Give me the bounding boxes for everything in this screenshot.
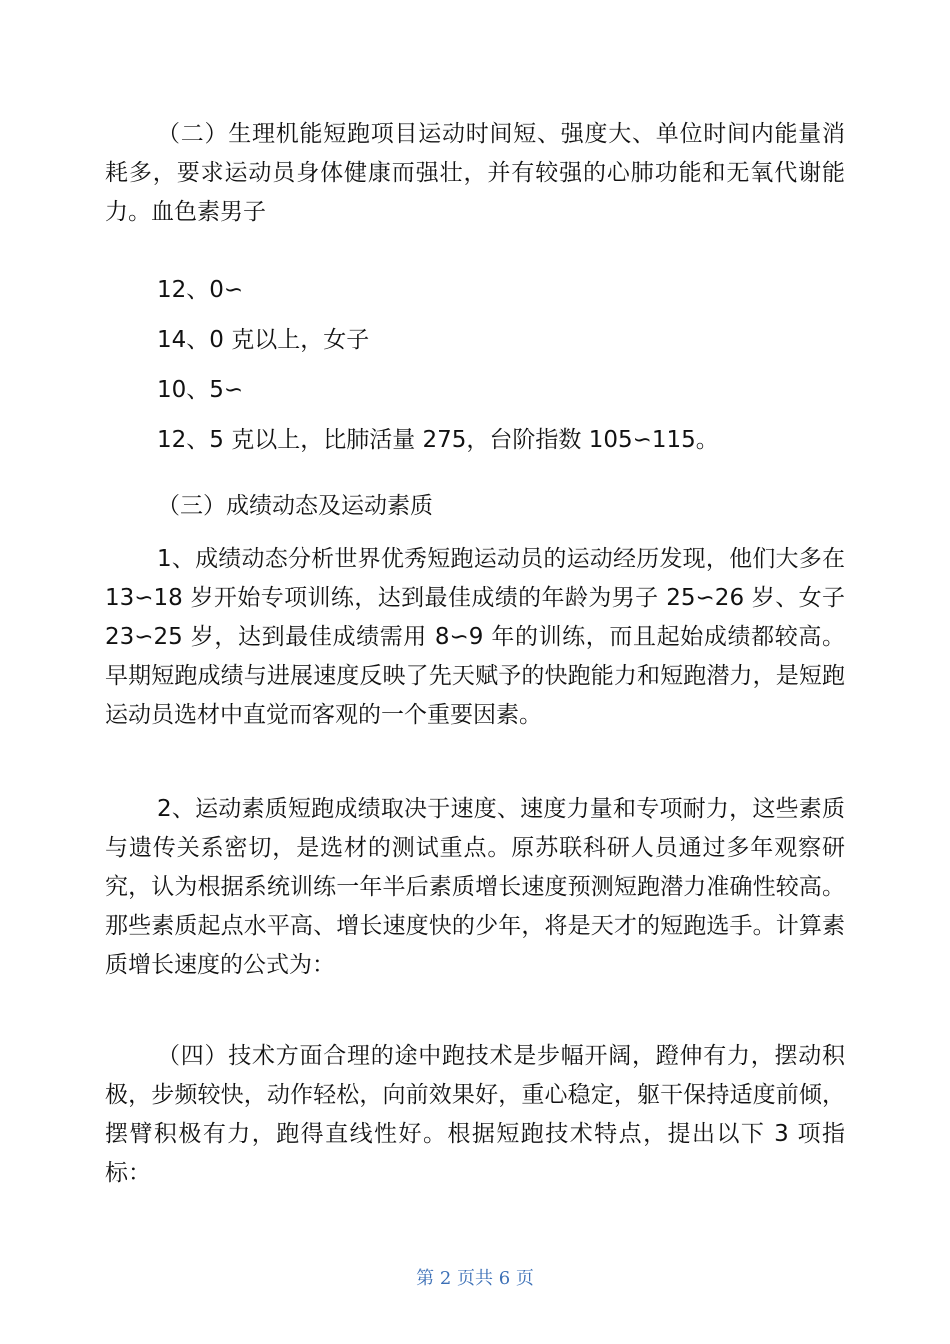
hemoglobin-line-1: 12、0∽ bbox=[157, 277, 244, 303]
hemoglobin-line-2: 14、0 克以上，女子 bbox=[157, 327, 370, 353]
page-footer: 第 2 页共 6 页 bbox=[416, 1268, 534, 1289]
hemoglobin-line-3: 10、5∽ bbox=[157, 377, 244, 403]
paragraph-technique: （四）技术方面合理的途中跑技术是步幅开阔，蹬伸有力，摆动积极，步频较快，动作轻松，向前效果好，重心稳定，躯干保持适度前倾，摆臂积极有力，跑得直线性好。根据短跑技术特点，提出以下 3 项指标： bbox=[105, 1043, 845, 1186]
hemoglobin-line-4: 12、5 克以上，比肺活量 275，台阶指数 105∽115。 bbox=[157, 427, 719, 453]
paragraph-performance-dynamics: 1、成绩动态分析世界优秀短跑运动员的运动经历发现，他们大多在 13∽18 岁开始专项训练，达到最佳成绩的年龄为男子 25∽26 岁、女子 23∽25 岁，达到最佳成绩需用 8∽9 年的训练，而且起始成绩都较高。早期短跑成绩与进展速度反映了先天赋予的快跑能力和短跑潜力，是短跑运动员选材中直觉而客观的一个重要因素。 bbox=[105, 546, 845, 728]
paragraph-motor-qualities: 2、运动素质短跑成绩取决于速度、速度力量和专项耐力，这些素质与遗传关系密切，是选材的测试重点。原苏联科研人员通过多年观察研究，认为根据系统训练一年半后素质增长速度预测短跑潜力准确性较高。那些素质起点水平高、增长速度快的少年，将是天才的短跑选手。计算素质增长速度的公式为： bbox=[105, 796, 845, 978]
paragraph-physiology: （二）生理机能短跑项目运动时间短、强度大、单位时间内能量消耗多，要求运动员身体健康而强壮，并有较强的心肺功能和无氧代谢能力。血色素男子 bbox=[105, 121, 845, 225]
section-heading-performance: （三）成绩动态及运动素质 bbox=[157, 493, 433, 519]
